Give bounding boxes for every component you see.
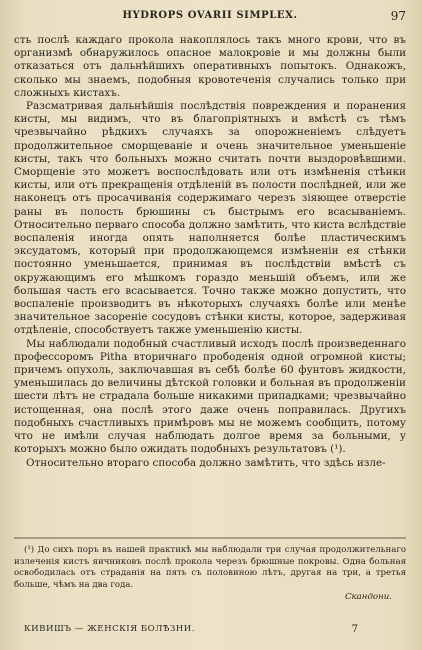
footnote-separator [14,537,406,539]
signature-mark: КИВИШЪ — ЖЕНСКІЯ БОЛѢЗНИ. [24,624,196,634]
page-header [14,10,406,26]
paragraph: Относительно втораго способа должно замѣтить, что здѣсь изле- [26,456,386,469]
footnote [14,545,406,604]
footnote-signature: Скандони. [344,592,392,603]
page-footer [14,624,406,638]
sheet-number: 7 [351,624,358,635]
running-title: HYDROPS OVARII SIMPLEX. [122,10,298,21]
paragraph: Мы наблюдали подобный счастливый исходъ послѣ произведеннаго профессоромъ Pitha вторичнаго прободенія одной огромной кисты; причемъ опухоль, заключавшая въ себѣ болѣе 60 фунтовъ жидкости, уменьшилась до величины дѣтской головки и больная въ продолженіи шести лѣтъ не страдала больше никакими припадками; чрезвычайно истощенная, она послѣ этого даже очень поправилась. Другихъ подобныхъ счастливыхъ примѣровъ мы не можемъ сообщить, потому что не имѣли случая наблюдать долгое время за больными, у которыхъ можно было ожидать подобныхъ результатовъ (¹). [14,337,406,456]
main-text [14,34,406,470]
paragraph-continuation: сть послѣ каждаго прокола накоплялось такъ много крови, что въ организмѣ обнаружилось опасное малокровіе и мы должны были отказаться отъ дальнѣйшихъ оперативныхъ попытокъ. Однакожъ, сколько мы знаемъ, подобныя кровотеченія случались только при сложныхъ кистахъ. [14,34,406,99]
paragraph: Разсматривая дальнѣйшія послѣдствія повреждения и поранения кисты, мы видимъ, что въ благопріятныхъ и вмѣстѣ съ тѣмъ чрезвычайно рѣдкихъ случаяхъ за опорожненіемъ слѣдуетъ продолжительное сморщеваніе и очень значительное уменьшеніе кисты, такъ что больныхъ можно считать почти выздоровѣвшими. Сморщеніе это можетъ воспослѣдовать или отъ измѣненія стѣнки кисты, или отъ прекращенія отдѣленій въ полости послѣдней, или же наконецъ отъ просачиванія содержимаго черезъ зіяющее отверстіе раны въ полость брюшины съ быстрымъ его всасываніемъ. Относительно перваго способа должно замѣтить, что киста вслѣдствіе воспаленія иногда опять наполняется болѣе пластическимъ эксудатомъ, который при продолжающемся измѣненіи ея стѣнки постоянно уменьшается, принимая въ послѣдствіи вмѣстѣ съ окружающимъ его мѣшкомъ гораздо меньшій объемъ, или же большая часть его всасывается. Точно также можно допустить, что воспаленіе производитъ въ нѣкоторыхъ случаяхъ болѣе или менѣе значительное засореніе сосудовъ стѣнки кисты, которое, задерживая отдѣленіе, способствуетъ также уменьшенію кисты. [14,100,406,337]
footnote-text: (¹) До сихъ поръ въ нашей практикѣ мы наблюдали три случая продолжительнаго излеченія кистъ яичниковъ послѣ прокола черезъ брюшные покровы. Одна больная освободилась отъ страданія на пять съ половиною лѣтъ, другая на три, а третья больше, чѣмъ на два года. [14,545,406,590]
page-number: 97 [390,9,406,23]
